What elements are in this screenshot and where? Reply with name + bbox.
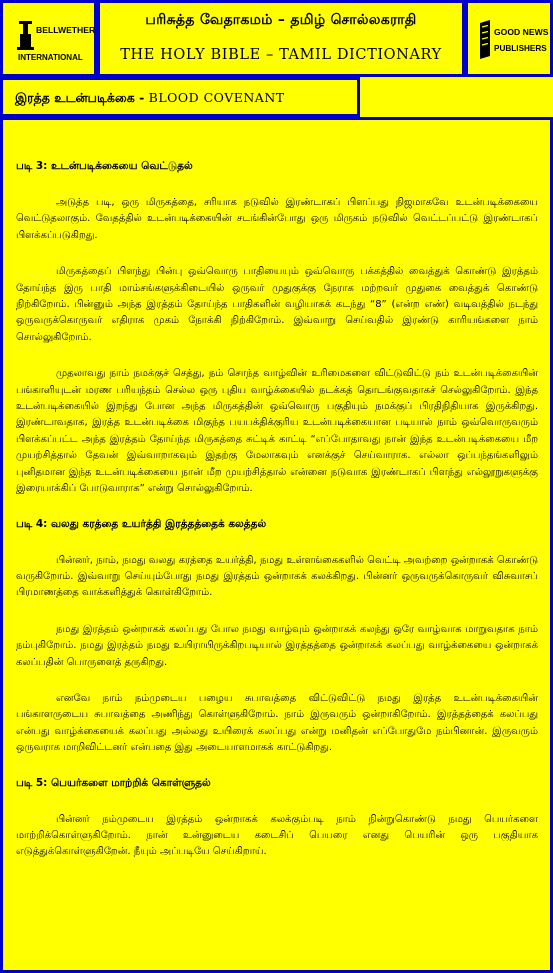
subtitle-english: BLOOD COVENANT [148, 90, 285, 105]
bellwether-emblem-icon [13, 11, 96, 67]
section-heading-step-3: படி 3: உடன்படிக்கையை வெட்டுதல் [16, 160, 193, 172]
section-heading-step-4: படி 4: வலது கரத்தை உயர்த்தி இரத்தத்தைக் கலத்தல் [16, 517, 267, 530]
subtitle-panel [0, 77, 360, 117]
content-panel [0, 117, 553, 973]
title-tamil: பரிசுத்த வேதாகமம் – தமிழ் சொல்லகராதி [145, 12, 417, 28]
title-english: THE HOLY BIBLE – TAMIL DICTIONARY [120, 47, 442, 63]
logo-left-line1: BELLWETHER [36, 25, 96, 35]
good-news-emblem-icon [474, 11, 549, 67]
paragraph: மிருகத்தைப் பிளந்து பின்பு ஒவ்வொரு பாதியையும் ஒவ்வொரு பக்கத்தில் வைத்துக் கொண்டு இரத்தம் தோய்ந்த இரு பாதி மாம்சங்களுக்கிடையில் ஒருவர் முதுகுக்கு நேராக மற்றவர் முதுகை வைத்துக் கொண்டு நிற்கிறோம். பின்னும் அந்த இரத்தம் தோய்ந்த பாதிகளின் வழியாகக் கடந்து “8” (என்ற எண்) வடிவத்தில் நடந்து ஒருவருக்கொருவர் எதிராக முகம் நோக்கி நிற்கிறோம். இவ்வாறு செய்வதில் இரண்டு காரியங்களை நாம் சொல்லுகிறோம். [16, 266, 538, 343]
good-news-logo [474, 11, 549, 67]
logo-right-line2: PUBLISHERS [494, 44, 547, 53]
page-subtitle [15, 90, 285, 107]
paragraph: பின்னர் நம்முடைய இரத்தம் ஒன்றாகக் கலக்கும்படி நாம் நின்றுகொண்டு நமது பெயர்களை மாற்றிக்கொள்ளுகிறோம். நான் உன்னுடைய கடைசிப் பெயரை எனது பெயரின் ஒரு பகுதியாக எடுத்துக்கொள்ளுகிறேன். நீயும் அப்படியே செய்கிறாய். [16, 813, 538, 858]
paragraph: பின்னர், நாம், நமது வலது கரத்தை உயர்த்தி, நமது உள்ளங்கைகளில் வெட்டி அவற்றை ஒன்றாகக் கொண்டு வருகிறோம். இவ்வாறு செய்யும்போது நமது இரத்தம் ஒன்றாகக் கலக்கிறது. பின்னர் ஒருவருக்கொருவர் விசுவாசப் பிரமாணத்தை வாக்களித்துக் கொள்கிறோம். [16, 554, 538, 599]
paragraph: அடுத்த படி, ஒரு மிருகத்தை, சரியாக நடுவில் இரண்டாகப் பிளப்பது நிஜமாகவே உடன்படிக்கையை வெட்டுதலாகும். வேதத்தில் உடன்படிக்கையின் சடங்கின்போது ஒரு மிருகம் நடுவில் வெட்டப்பட்டு இரண்டாகப் பிளக்கப்படுகிறது. [16, 197, 538, 241]
paragraph: முதலாவது நாம் நமக்குச் செத்து, நம் சொந்த வாழ்வின் உரிமைகளை விட்டுவிட்டு நம் உடன்படிக்கையின் பங்காளியுடன் மரண பரியந்தம் செல்ல ஒரு புதிய வாழ்க்கையில் நடக்கத் தொடங்குவதாகச் செல்லுகிறோம். இந்த உடன்படிக்கையில் இறந்து போன அந்த மிருகத்தின் ஒவ்வொரு பகுதியும் நமக்குப் பிரதிநிதியாக இருக்கிறது. இரண்டாவதாக, இரத்த உடன்படிக்கை மிகுந்த பயபக்திக்குரிய உடன்படிக்கையான படியால் நாம் ஒவ்வொருவரும் பிளக்கப்பட்ட அந்த இரத்தம் தோய்ந்த மிருகத்தை சுட்டிக் காட்டி “எப்போதாவது நான் இந்த உடன்படிக்கையை மீற முயற்சித்தால் தேவன் இவ்வாறாகவும் இதற்கு மேலாகவும் எனக்குச் செய்வாராக. எல்லா ஒப்பந்தங்களிலும் புனிதமான இந்த உடன்படிக்கையை நான் மீற முயற்சித்தால் என்னை நடுவாக இரண்டாகப் பிளந்து எல்லூறுகளுக்கு இரையாக்கிப் போடுவாராக” என்று சொல்லுகிறோம். [16, 368, 538, 495]
bellwether-logo [13, 11, 96, 67]
header-title-panel [97, 0, 465, 77]
logo-right-line1: GOOD NEWS [494, 27, 549, 37]
subtitle-tamil: இரத்த உடன்படிக்கை - [15, 90, 145, 105]
logo-panel-right [465, 0, 553, 77]
logo-left-line2: INTERNATIONAL [18, 53, 83, 62]
article-body [16, 160, 538, 881]
paragraph: எனவே நாம் நம்முடைய பழைய சுபாவத்தை விட்டுவிட்டு நமது இரத்த உடன்படிக்கையின் பங்காளருடைய சுபாவத்தை அணிந்து கொள்ளுகிறோம். நாம் இருவரும் ஒன்றாகிறோம். இரத்தத்தைக் கலப்பது என்பது வாழ்க்கையைக் கலப்பது அல்லது உயிரைக் கலப்பது என்று மனிதன் எப்போதுமே நம்பினான். இருவரும் ஒருவராக மாறிவிட்டனர் என்பதை இது அடையாளமாகக் காட்டுகிறது. [16, 692, 538, 754]
paragraph: நமது இரத்தம் ஒன்றாகக் கலப்பது போல நமது வாழ்வும் ஒன்றாகக் கலந்து ஒரே வாழ்வாக மாறுவதாக நாம் நம்புகிறோம். நமது இரத்தம் நமது உயிராயிருக்கிறபடியால் இரத்தத்தை ஒன்றாகக் கலப்பது வாழ்க்கையை ஒன்றாகக் கலப்பதின் பொருளைத் தருகிறது. [16, 623, 538, 668]
section-heading-step-5: படி 5: பெயர்களை மாற்றிக் கொள்ளுதல் [16, 776, 211, 789]
logo-panel-left [0, 0, 97, 77]
